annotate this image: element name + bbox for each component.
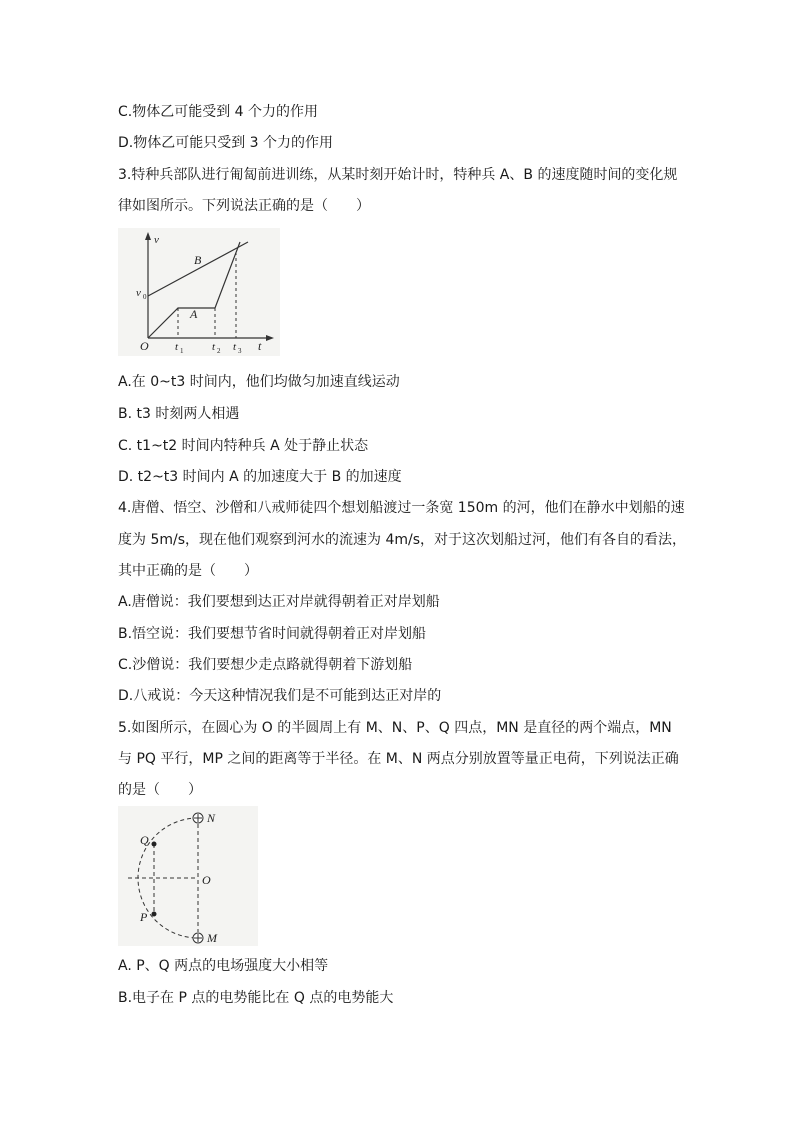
option-4b: B.悟空说：我们要想节省时间就得朝着正对岸划船 bbox=[118, 626, 427, 642]
option-5b: B.电子在 P 点的电势能比在 Q 点的电势能大 bbox=[118, 990, 394, 1006]
label-t3-sub: 3 bbox=[238, 347, 242, 355]
label-origin: O bbox=[140, 339, 149, 353]
label-t3: t bbox=[233, 341, 237, 353]
question-4-line1: 4.唐僧、悟空、沙僧和八戒师徒四个想划船渡过一条宽 150m 的河，他们在静水中划船的速 bbox=[118, 500, 685, 516]
label-v0: v bbox=[136, 287, 141, 299]
question-5-line1: 5.如图所示，在圆心为 O 的半圆周上有 M、N、P、Q 四点，MN 是直径的两个端点，MN bbox=[118, 720, 672, 736]
label-t2: t bbox=[212, 341, 216, 353]
option-4d: D.八戒说：今天这种情况我们是不可能到达正对岸的 bbox=[118, 688, 442, 704]
label-n: N bbox=[207, 811, 216, 825]
option-5a: A. P、Q 两点的电场强度大小相等 bbox=[118, 958, 329, 974]
charge-n bbox=[193, 813, 203, 823]
label-t: t bbox=[258, 339, 262, 353]
label-v0-sub: 0 bbox=[143, 293, 147, 301]
label-t1-sub: 1 bbox=[180, 347, 184, 355]
charge-m bbox=[193, 933, 203, 943]
option-3b: B. t3 时刻两人相遇 bbox=[118, 406, 240, 422]
v-axis-arrow bbox=[145, 232, 151, 240]
label-p: P bbox=[140, 910, 148, 924]
line-b bbox=[148, 242, 248, 296]
option-3a: A.在 0~t3 时间内，他们均做匀加速直线运动 bbox=[118, 374, 400, 390]
option-3c-prev: C.物体乙可能受到 4 个力的作用 bbox=[118, 104, 319, 120]
label-q: Q bbox=[140, 833, 149, 847]
option-3d: D. t2~t3 时间内 A 的加速度大于 B 的加速度 bbox=[118, 469, 402, 485]
label-a: A bbox=[190, 307, 198, 321]
point-q bbox=[152, 842, 157, 847]
option-3d-prev: D.物体乙可能只受到 3 个力的作用 bbox=[118, 135, 334, 151]
option-4a: A.唐僧说：我们要想到达正对岸就得朝着正对岸划船 bbox=[118, 594, 440, 610]
option-4c: C.沙僧说：我们要想少走点路就得朝着下游划船 bbox=[118, 657, 413, 673]
point-p bbox=[152, 912, 157, 917]
option-3c: C. t1~t2 时间内特种兵 A 处于静止状态 bbox=[118, 438, 369, 454]
question-5-line2: 与 PQ 平行，MP 之间的距离等于半径。在 M、N 两点分别放置等量正电荷，下列说法正确 bbox=[118, 751, 679, 767]
label-b: B bbox=[194, 253, 202, 267]
semicircle-charge-diagram bbox=[118, 806, 258, 946]
label-m: M bbox=[207, 931, 217, 945]
label-t1: t bbox=[175, 341, 179, 353]
question-4-line2: 度为 5m/s，现在他们观察到河水的流速为 4m/s，对于这次划船过河，他们有各自的看法， bbox=[118, 532, 687, 548]
question-3-line1: 3.特种兵部队进行匍匐前进训练，从某时刻开始计时，特种兵 A、B 的速度随时间的变化规 bbox=[118, 167, 678, 183]
velocity-time-graph bbox=[118, 228, 280, 356]
t-axis-arrow bbox=[266, 335, 274, 341]
label-o: O bbox=[202, 873, 211, 887]
question-3-line2: 律如图所示。下列说法正确的是（ ） bbox=[118, 198, 370, 214]
question-4-line3: 其中正确的是（ ） bbox=[118, 563, 258, 579]
label-v: v bbox=[154, 234, 159, 246]
label-t2-sub: 2 bbox=[217, 347, 221, 355]
question-5-line3: 的是（ ） bbox=[118, 782, 202, 798]
